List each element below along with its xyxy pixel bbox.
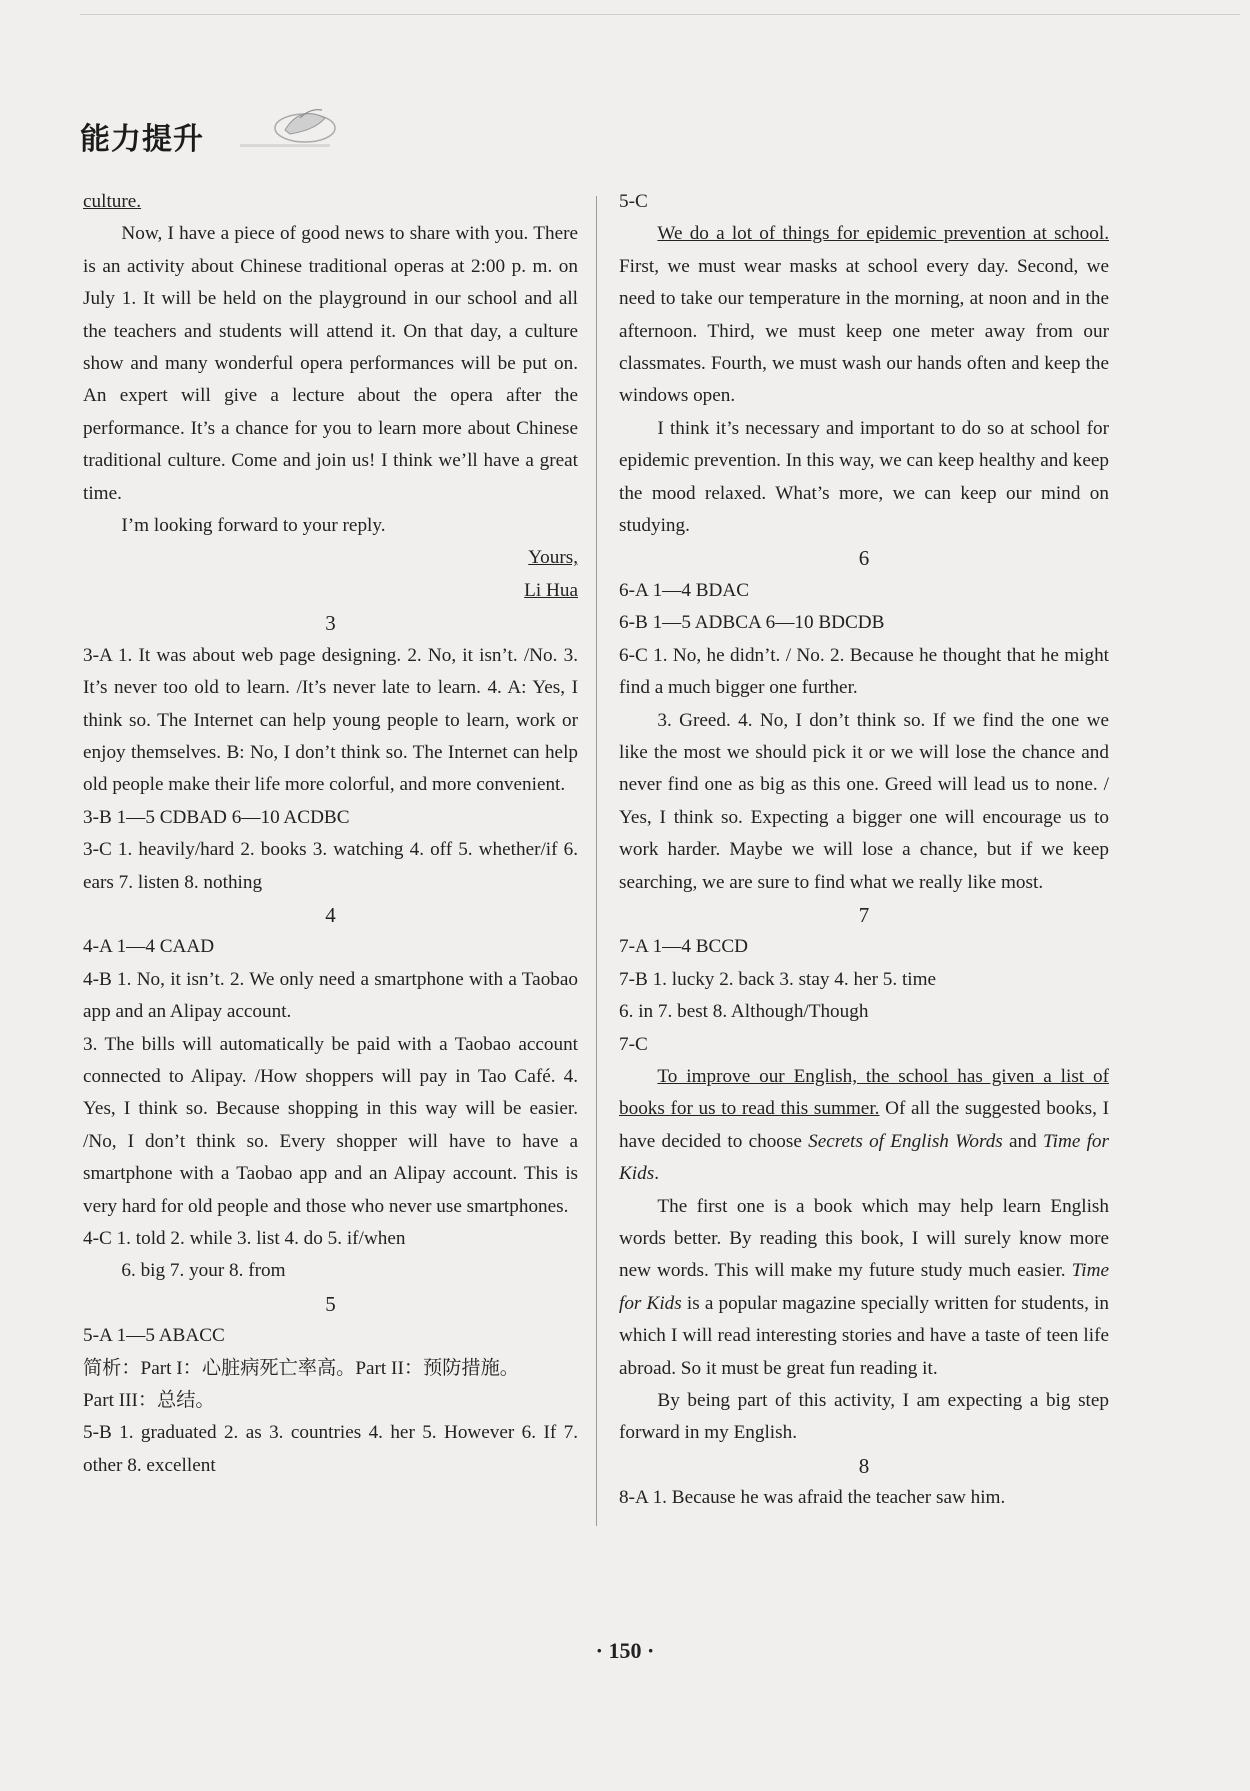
answer-paragraph: 7-A 1—4 BCCD xyxy=(619,936,748,958)
answer-paragraph: 6. in 7. best 8. Although/Though xyxy=(619,1001,869,1023)
answer-paragraph: 8-A 1. Because he was afraid the teacher saw him. xyxy=(619,1487,1006,1509)
section-number: 6 xyxy=(858,546,870,571)
answer-paragraph: 6-C 1. No, he didn’t. / No. 2. Because he thought that he might find a much bigger one further. xyxy=(619,644,1109,699)
top-rule xyxy=(80,14,1240,15)
answer-paragraph: I’m looking forward to your reply. xyxy=(121,515,386,537)
answer-paragraph: To improve our English, the school has given a list of books for us to read this summer. Of all the suggested books, I have decided to choose Secrets of English Words and Time for Kids. xyxy=(619,1065,1109,1185)
answer-paragraph: 6-B 1—5 ADBCA 6—10 BDCDB xyxy=(619,612,885,634)
answer-paragraph: 3-B 1—5 CDBAD 6—10 ACDBC xyxy=(83,806,350,828)
answer-paragraph: 3-A 1. It was about web page designing. 2. No, it isn’t. /No. 3. It’s never too old to learn. /It’s never late to learn. 4. A: Yes, I think so. The Internet can help young people to learn, work or enjoy themselves. B: No, I don’t think so. The Internet can help old people make their life more colorful, and more convenient. xyxy=(83,644,578,796)
answer-paragraph: Now, I have a piece of good news to share with you. There is an activity about Chinese traditional operas at 2:00 p. m. on July 1. It will be held on the playground in our school and all the teachers and students will attend it. On that day, a culture show and many wonderful opera performances will be put on. An expert will give a lecture about the opera after the performance. It’s a chance for you to learn more about Chinese traditional culture. Come and join us! I think we’ll have a great time. xyxy=(83,223,578,504)
answer-paragraph: Part III：总结。 xyxy=(83,1390,215,1412)
answer-paragraph: 3. Greed. 4. No, I don’t think so. If we find the one we like the most we should pick it or we will lose the chance and never find one as big as this one. Greed will lead us to none. / Yes, I think so. Expecting a bigger one will encourage us to work harder. Maybe we will lose a chance, but if we keep searching, we are sure to find what we really like most. xyxy=(619,709,1109,893)
answer-paragraph: 5-B 1. graduated 2. as 3. countries 4. her 5. However 6. If 7. other 8. excellent xyxy=(83,1422,578,1476)
section-number: 4 xyxy=(325,902,336,927)
decoration-icon xyxy=(230,100,340,160)
section-number: 8 xyxy=(858,1453,870,1478)
answer-paragraph: By being part of this activity, I am expecting a big step forward in my English. xyxy=(619,1390,1109,1444)
column-divider xyxy=(596,196,597,1526)
section-number: 3 xyxy=(325,611,336,636)
answer-paragraph: culture. xyxy=(83,191,142,212)
answer-paragraph: 4-B 1. No, it isn’t. 2. We only need a smartphone with a Taobao app and an Alipay account. xyxy=(83,968,578,1023)
page-number: · 150 · xyxy=(595,1638,655,1663)
left-column xyxy=(83,186,578,1482)
answer-paragraph: The first one is a book which may help learn English words better. By reading this book, I will surely know more new words. This will make my future study much easier. Time for Kids is a popular magazine specially written for students, in which I will read interesting stories and have a taste of teen life abroad. So it must be great fun reading it. xyxy=(619,1195,1109,1379)
section-number: 5 xyxy=(325,1291,336,1316)
answer-paragraph: 3-C 1. heavily/hard 2. books 3. watching 4. off 5. whether/if 6. ears 7. listen 8. nothing xyxy=(83,839,578,893)
answer-paragraph: 6-A 1—4 BDAC xyxy=(619,579,750,601)
answer-paragraph: We do a lot of things for epidemic prevention at school. First, we must wear masks at school every day. Second, we need to take our temperature in the morning, at noon and in the afternoon. Third, we must keep one meter away from our classmates. Fourth, we must wash our hands often and keep the windows open. xyxy=(619,223,1109,407)
answer-paragraph: Li Hua xyxy=(524,579,578,601)
answer-paragraph: 简析：Part I：心脏病死亡率高。Part II：预防措施。 xyxy=(83,1357,519,1379)
answer-paragraph: 7-C xyxy=(619,1033,648,1055)
answer-paragraph: I think it’s necessary and important to do so at school for epidemic prevention. In this way, we can keep healthy and keep the mood relaxed. What’s more, we can keep our mind on studying. xyxy=(619,417,1109,537)
answer-paragraph: 5-A 1—5 ABACC xyxy=(83,1325,225,1347)
section-header xyxy=(80,100,340,160)
answer-paragraph: 4-A 1—4 CAAD xyxy=(83,936,215,958)
answer-paragraph: Yours, xyxy=(528,547,578,569)
answer-paragraph: 3. The bills will automatically be paid with a Taobao account connected to Alipay. /How shoppers will pay in Tao Café. 4. Yes, I think so. Because shopping in this way will be easier. /No, I don’t think so. Every shopper will have to have a smartphone with a Taobao app and an Alipay account. This is very hard for old people and those who never use smartphones. xyxy=(83,1033,578,1217)
section-number: 7 xyxy=(858,902,870,927)
answer-paragraph: 4-C 1. told 2. while 3. list 4. do 5. if/when xyxy=(83,1228,406,1249)
header-title: 能力提升 xyxy=(80,122,204,157)
answer-paragraph: 7-B 1. lucky 2. back 3. stay 4. her 5. time xyxy=(619,968,937,990)
answer-paragraph: 5-C xyxy=(619,191,648,212)
right-column xyxy=(619,186,1109,1515)
answer-paragraph: 6. big 7. your 8. from xyxy=(121,1260,286,1282)
